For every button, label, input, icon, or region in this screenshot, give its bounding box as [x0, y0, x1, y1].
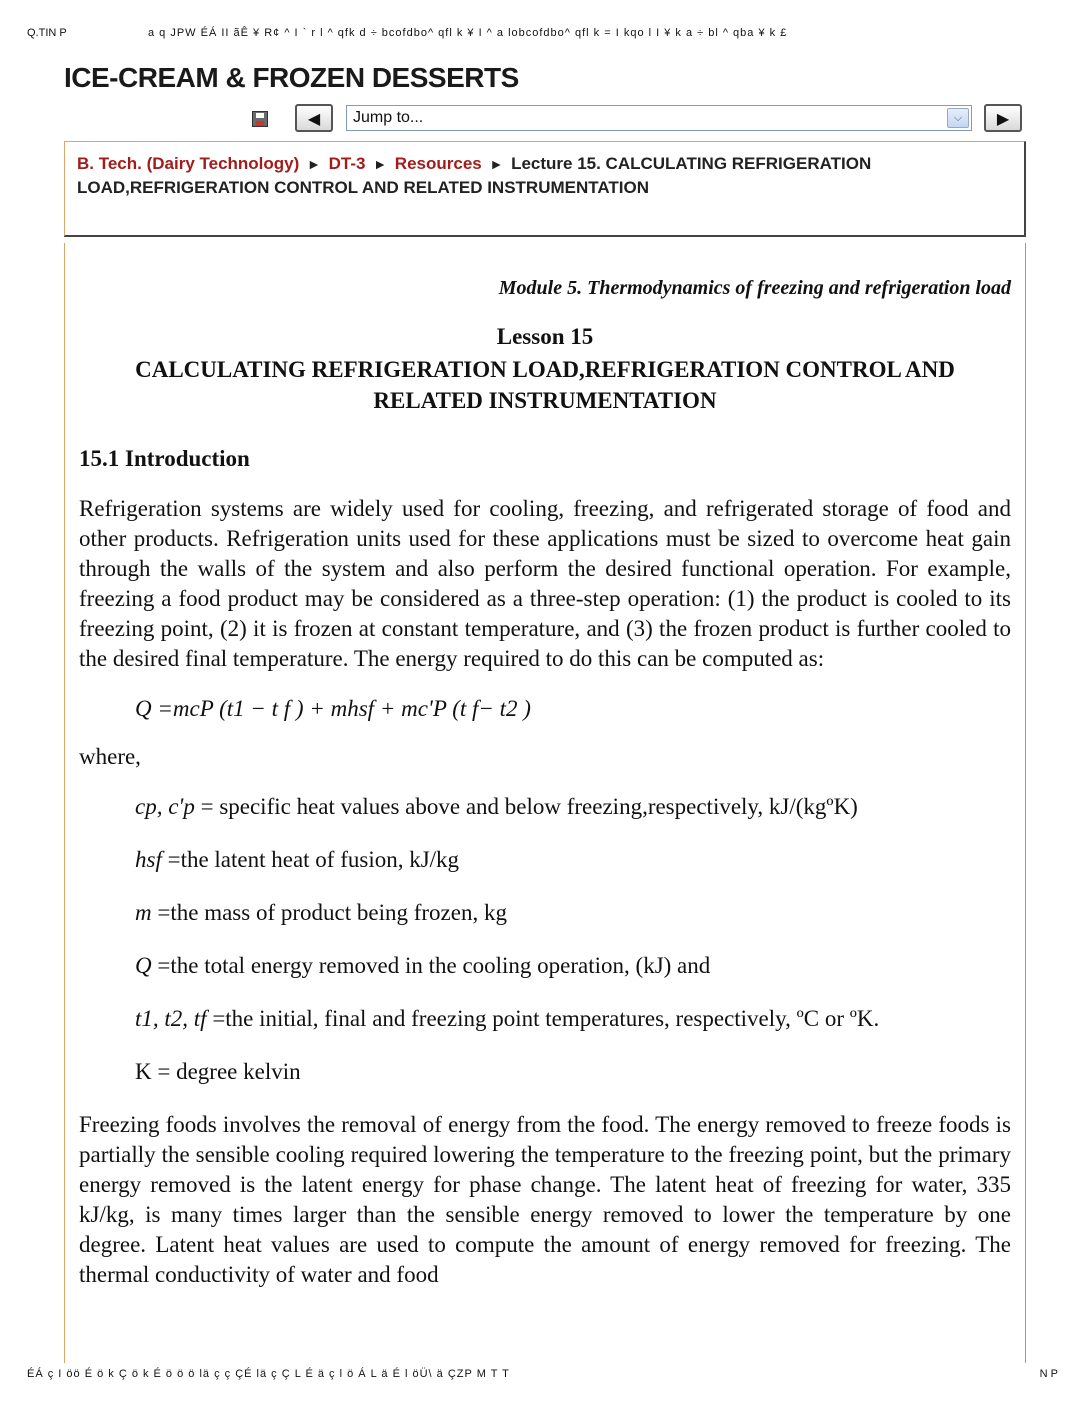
breadcrumb-separator-icon: ►: [373, 156, 388, 172]
page-number: N P: [1039, 1368, 1058, 1380]
module-title: Module 5. Thermodynamics of freezing and refrigeration load: [498, 277, 1011, 299]
print-path: ÉÁ ç I öö É ö k Ç ö k É ö ö ö lä ç ç ÇÉ lä ç Ç L É ä ç l ö Á L ä É l öÜ\ ä ÇZP M T T: [27, 1368, 510, 1380]
print-header: [0, 27, 1088, 43]
definition-symbol: m: [135, 900, 152, 925]
jump-to-value: Jump to...: [353, 109, 424, 126]
where-label: where,: [79, 744, 141, 769]
definition-symbol: Q: [135, 953, 152, 978]
definition-text: = specific heat values above and below freezing,respectively, kJ/(kgºK): [194, 794, 858, 819]
definition-item: [135, 898, 1011, 928]
definition-item: [135, 845, 1011, 875]
jump-to-select[interactable]: [346, 105, 972, 131]
site-title: ICE-CREAM & FROZEN DESSERTS: [64, 62, 519, 93]
intro-paragraph: Refrigeration systems are widely used for cooling, freezing, and refrigerated storage of food and other products. Refrigeration units used for these applications must be sized to overcome heat gain through the walls of the system and also perform the desired functional operation. For example, freezing a food product may be considered as a three-step operation: (1) the product is cooled to its freezing point, (2) it is frozen at constant temperature, and (3) the frozen product is further cooled to the desired final temperature. The energy required to do this can be computed as:: [79, 496, 1011, 671]
next-arrow-icon: ▶: [996, 108, 1010, 128]
breadcrumb-current: Lecture 15. CALCULATING REFRIGERATION LOAD,REFRIGERATION CONTROL AND RELATED INSTRUMENTATION: [77, 154, 872, 197]
print-url: a q JPW ÉÁ II ãÊ ¥ R¢ ^ I ` r l ^ qfk d ÷ bcofdbo^ qfl k ¥ I ^ a lobcofdbo^ qfl k = I kqo l I ¥ k a ÷ bl ^ qba ¥ k £: [148, 27, 788, 39]
next-button[interactable]: [984, 104, 1022, 132]
definition-text: =the total energy removed in the cooling operation, (kJ) and: [151, 953, 711, 978]
definition-item: [135, 1057, 1011, 1087]
breadcrumb-link-course[interactable]: B. Tech. (Dairy Technology): [77, 154, 300, 173]
save-icon[interactable]: [252, 111, 268, 127]
breadcrumb: [64, 141, 1026, 237]
previous-arrow-icon: ◀: [307, 108, 321, 128]
breadcrumb-link-resources[interactable]: Resources: [394, 154, 482, 173]
definition-symbol: hsf: [135, 847, 162, 872]
lesson-content: [79, 277, 1011, 1312]
dropdown-arrow-icon[interactable]: ⌵: [947, 108, 969, 128]
breadcrumb-link-dt3[interactable]: DT-3: [328, 154, 366, 173]
breadcrumb-separator-icon: ►: [307, 156, 321, 172]
definition-item: [135, 1004, 1011, 1034]
energy-formula: Q =mcP (t1 − t f ) + mhsf + mc'P (t f− t2 ): [135, 696, 531, 721]
previous-button[interactable]: [295, 104, 333, 132]
section-heading: 15.1 Introduction: [79, 446, 250, 471]
definition-item: [135, 951, 1011, 981]
definition-list: [79, 792, 1011, 1087]
definition-text: =the mass of product being frozen, kg: [151, 900, 507, 925]
definition-text: =the latent heat of fusion, kJ/kg: [161, 847, 460, 872]
definition-item: [135, 792, 1011, 822]
print-date: Q.TIN P: [27, 27, 67, 39]
lesson-number: Lesson 15: [496, 324, 594, 349]
freezing-paragraph: Freezing foods involves the removal of energy from the food. The energy removed to freeze foods is partially the sensible cooling required lowering the temperature to the freezing point, but the primary energy removed is the latent energy for phase change. The latent heat of freezing for water, 335 kJ/kg, is many times larger than the sensible energy removed to lower the temperature by one degree. Latent heat values are used to compute the amount of energy removed for freezing. The thermal conductivity of water and food: [79, 1112, 1011, 1287]
lesson-title: CALCULATING REFRIGERATION LOAD,REFRIGERATION CONTROL AND RELATED INSTRUMENTATION: [135, 357, 955, 413]
definition-text: K = degree kelvin: [135, 1059, 301, 1084]
definition-symbol: cp, c'p: [135, 794, 195, 819]
breadcrumb-separator-icon: ►: [489, 156, 504, 172]
definition-text: =the initial, final and freezing point temperatures, respectively, ºC or ºK.: [206, 1006, 880, 1031]
definition-symbol: t1, t2, tf: [135, 1006, 207, 1031]
print-footer: [0, 1368, 1088, 1384]
navigation-bar: [0, 103, 1088, 133]
